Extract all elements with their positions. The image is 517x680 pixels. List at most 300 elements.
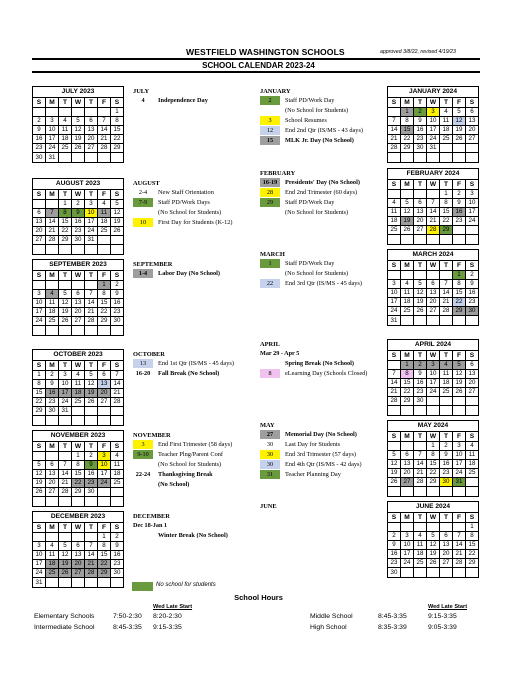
weekday-header: S — [388, 98, 401, 108]
approved-note: approved 3/8/22, revised 4/19/23 — [380, 49, 456, 55]
calendar-empty-cell — [388, 235, 401, 244]
calendar-day: 4 — [46, 542, 59, 551]
calendar-day: 31 — [59, 407, 72, 416]
calendar-day: 28 — [59, 488, 72, 497]
calendar-day: 5 — [401, 199, 414, 208]
calendar-empty-cell — [46, 578, 59, 587]
calendar-day: 2 — [414, 361, 427, 370]
calendar-empty-cell — [453, 523, 466, 532]
calendar-empty-cell — [46, 200, 59, 209]
event-row — [133, 530, 228, 540]
calendar-empty-cell — [414, 406, 427, 415]
calendar-day: 21 — [388, 135, 401, 144]
calendar-day: 15 — [427, 460, 440, 469]
calendar-day: 12 — [388, 460, 401, 469]
weekday-header: T — [414, 351, 427, 361]
event-date: 12 — [260, 126, 280, 135]
event-date: 22-24 — [135, 470, 151, 478]
school-time: 8:45-3:35 — [113, 624, 142, 631]
weekday-header: M — [401, 351, 414, 361]
weekday-header: S — [33, 98, 46, 108]
calendar-day: 18 — [440, 379, 453, 388]
calendar-day: 25 — [72, 398, 85, 407]
subtitle-rule — [32, 71, 480, 73]
weekday-header: M — [46, 442, 59, 452]
calendar-day: 18 — [98, 218, 111, 227]
calendar-day: 8 — [59, 209, 72, 218]
calendar-day: 6 — [33, 209, 46, 218]
weekday-header: F — [453, 432, 466, 442]
calendar-day: 23 — [453, 217, 466, 226]
calendar-day: 13 — [72, 299, 85, 308]
calendar-day: 8 — [72, 461, 85, 470]
event-text: End 2nd Trimester (60 days) — [285, 188, 358, 196]
event-date: 2 — [260, 96, 280, 105]
calendar-day: 19 — [414, 298, 427, 307]
calendar-day: 7 — [427, 199, 440, 208]
calendar-empty-cell — [46, 452, 59, 461]
calendar-empty-cell — [59, 452, 72, 461]
calendar-empty-cell — [33, 326, 46, 335]
calendar-day: 4 — [466, 442, 479, 451]
calendar-empty-cell — [46, 326, 59, 335]
calendar-empty-cell — [388, 487, 401, 496]
event-text: Staff PD/Work Days — [158, 198, 210, 206]
event-month-heading: OCTOBER — [133, 351, 165, 358]
weekday-header: M — [401, 98, 414, 108]
calendar-empty-cell — [427, 406, 440, 415]
calendar-day: 30 — [440, 478, 453, 487]
calendar-day: 20 — [401, 469, 414, 478]
calendar-day: 22 — [427, 469, 440, 478]
calendar-day: 22 — [72, 479, 85, 488]
calendar-day: 21 — [388, 388, 401, 397]
event-text: Memorial Day (No School) — [285, 430, 357, 438]
weekday-header: F — [453, 261, 466, 271]
calendar-day: 24 — [453, 469, 466, 478]
calendar-empty-cell — [98, 153, 111, 162]
event-date: 30 — [260, 460, 280, 469]
calendar-day: 12 — [111, 209, 124, 218]
calendar-day: 19 — [453, 379, 466, 388]
weekday-header: F — [453, 180, 466, 190]
calendar-day: 13 — [72, 551, 85, 560]
calendar-empty-cell — [466, 226, 479, 235]
calendar-day: 1 — [33, 371, 46, 380]
events-july — [133, 88, 208, 105]
calendar-day: 30 — [388, 568, 401, 577]
calendar-day: 2 — [388, 532, 401, 541]
event-text: (No School for Students) — [158, 208, 222, 216]
calendar-empty-cell — [85, 416, 98, 425]
calendar-day: 20 — [466, 379, 479, 388]
calendar-day: 18 — [72, 389, 85, 398]
calendar-day: 25 — [111, 479, 124, 488]
calendar-empty-cell — [59, 533, 72, 542]
calendar-day: 29 — [59, 236, 72, 245]
calendar-day: 17 — [59, 389, 72, 398]
event-row — [260, 115, 363, 125]
calendar-empty-cell — [440, 568, 453, 577]
calendar-empty-cell — [59, 578, 72, 587]
calendar-empty-cell — [401, 442, 414, 451]
calendar-day: 12 — [427, 541, 440, 550]
calendar-day: 28 — [388, 144, 401, 153]
weekday-header: W — [72, 442, 85, 452]
calendar-empty-cell — [72, 407, 85, 416]
event-row — [260, 125, 363, 135]
calendar-day: 29 — [72, 488, 85, 497]
calendar-day: 17 — [466, 208, 479, 217]
calendar-empty-cell — [85, 578, 98, 587]
events-august — [133, 180, 233, 227]
calendar-day: 8 — [401, 370, 414, 379]
calendar-empty-cell — [414, 568, 427, 577]
calendar-day: 10 — [453, 451, 466, 460]
calendar-day: 9 — [414, 117, 427, 126]
calendar-day: 9 — [414, 370, 427, 379]
month-calendar-february-2024 — [387, 168, 479, 245]
month-calendar-june-2024 — [387, 501, 479, 578]
calendar-empty-cell — [111, 416, 124, 425]
weekday-header: T — [59, 361, 72, 371]
calendar-day: 7 — [388, 370, 401, 379]
event-row — [133, 187, 233, 197]
calendar-day: 5 — [453, 361, 466, 370]
event-text: Teacher Plng/Parent Conf — [158, 450, 223, 458]
calendar-day: 25 — [440, 388, 453, 397]
calendar-day: 11 — [98, 209, 111, 218]
calendar-day: 31 — [427, 144, 440, 153]
calendar-day: 21 — [85, 560, 98, 569]
calendar-empty-cell — [388, 108, 401, 117]
month-header: JANUARY 2024 — [387, 86, 479, 97]
calendar-empty-cell — [440, 406, 453, 415]
events-october — [133, 351, 234, 378]
calendar-day: 28 — [111, 398, 124, 407]
event-text: Teacher Planning Day — [285, 470, 341, 478]
event-date: Dec 18-Jan 1 — [133, 521, 168, 529]
calendar-day: 11 — [401, 289, 414, 298]
calendar-day: 28 — [85, 569, 98, 578]
calendar-day: 8 — [33, 380, 46, 389]
calendar-day: 31 — [85, 236, 98, 245]
calendar-empty-cell — [98, 245, 111, 254]
weekday-header: W — [427, 513, 440, 523]
calendar-day: 20 — [46, 479, 59, 488]
calendar-day: 10 — [427, 370, 440, 379]
calendar-day: 3 — [85, 200, 98, 209]
calendar-day: 21 — [98, 135, 111, 144]
calendar-day: 25 — [46, 317, 59, 326]
calendar-day: 16 — [33, 135, 46, 144]
calendar-day: 9 — [72, 209, 85, 218]
calendar-day: 16 — [440, 460, 453, 469]
calendar-empty-cell — [85, 245, 98, 254]
calendar-day: 11 — [414, 541, 427, 550]
calendar-empty-cell — [427, 235, 440, 244]
weekday-header: M — [46, 523, 59, 533]
school-time: 8:35-3:39 — [378, 624, 407, 631]
weekday-header: F — [98, 271, 111, 281]
calendar-day: 30 — [111, 317, 124, 326]
school-name: High School — [310, 624, 347, 631]
event-date: 1 — [260, 259, 280, 268]
calendar-day: 11 — [466, 451, 479, 460]
event-text: End 2nd Qtr (IS/MS - 43 days) — [285, 126, 364, 134]
calendar-day: 24 — [33, 317, 46, 326]
calendar-empty-cell — [72, 281, 85, 290]
month-header: SEPTEMBER 2023 — [32, 259, 124, 270]
month-header: FEBRUARY 2024 — [387, 168, 479, 179]
calendar-empty-cell — [33, 452, 46, 461]
weekday-header: M — [401, 180, 414, 190]
calendar-day: 29 — [401, 397, 414, 406]
calendar-empty-cell — [440, 235, 453, 244]
calendar-empty-cell — [46, 533, 59, 542]
calendar-empty-cell — [466, 406, 479, 415]
calendar-empty-cell — [427, 487, 440, 496]
event-text: Last Day for Students — [285, 440, 341, 448]
calendar-day: 15 — [466, 541, 479, 550]
weekday-header: T — [440, 513, 453, 523]
calendar-empty-cell — [440, 523, 453, 532]
calendar-empty-cell — [85, 407, 98, 416]
event-row — [260, 429, 362, 439]
calendar-day: 6 — [466, 108, 479, 117]
calendar-day: 2 — [414, 108, 427, 117]
calendar-day: 5 — [388, 451, 401, 460]
calendar-day: 22 — [111, 135, 124, 144]
weekday-header: S — [111, 361, 124, 371]
events-december — [133, 513, 228, 540]
calendar-empty-cell — [59, 108, 72, 117]
month-header: AUGUST 2023 — [32, 178, 124, 189]
calendar-day: 14 — [388, 126, 401, 135]
calendar-day: 17 — [98, 470, 111, 479]
calendar-day: 7 — [388, 117, 401, 126]
calendar-day: 29 — [98, 569, 111, 578]
event-date: 7-9 — [133, 198, 153, 207]
calendar-day: 10 — [427, 117, 440, 126]
weekday-header: S — [466, 180, 479, 190]
month-calendar-october-2023 — [32, 349, 124, 426]
calendar-day: 29 — [427, 478, 440, 487]
calendar-day: 17 — [427, 126, 440, 135]
calendar-empty-cell — [401, 190, 414, 199]
calendar-empty-cell — [98, 488, 111, 497]
top-rule — [32, 58, 480, 60]
weekday-header: S — [466, 513, 479, 523]
event-text: School Resumes — [285, 116, 327, 124]
weekday-header: S — [466, 432, 479, 442]
calendar-empty-cell — [388, 271, 401, 280]
month-calendar-march-2024 — [387, 249, 479, 326]
calendar-empty-cell — [440, 271, 453, 280]
event-row — [260, 197, 360, 207]
weekday-header: S — [111, 442, 124, 452]
calendar-day: 22 — [466, 550, 479, 559]
calendar-day: 21 — [111, 389, 124, 398]
calendar-empty-cell — [98, 326, 111, 335]
calendar-empty-cell — [440, 487, 453, 496]
calendar-day: 26 — [59, 317, 72, 326]
calendar-day: 23 — [414, 388, 427, 397]
calendar-empty-cell — [414, 153, 427, 162]
calendar-empty-cell — [466, 487, 479, 496]
weekday-header: S — [33, 271, 46, 281]
calendar-empty-cell — [59, 281, 72, 290]
calendar-day: 8 — [401, 117, 414, 126]
weekday-header: T — [59, 523, 72, 533]
calendar-day: 11 — [46, 299, 59, 308]
calendar-day: 24 — [33, 569, 46, 578]
calendar-empty-cell — [401, 153, 414, 162]
calendar-day: 25 — [388, 226, 401, 235]
calendar-day: 10 — [98, 461, 111, 470]
events-may — [260, 422, 362, 479]
calendar-empty-cell — [388, 523, 401, 532]
event-date: 27 — [260, 430, 280, 439]
event-date: 15 — [260, 136, 280, 145]
calendar-empty-cell — [401, 568, 414, 577]
calendar-empty-cell — [98, 108, 111, 117]
event-month-heading: JANUARY — [260, 88, 291, 95]
event-row — [133, 217, 233, 227]
event-row — [133, 520, 228, 530]
event-month-heading: SEPTEMBER — [133, 261, 173, 268]
event-text: First Day for Students (K-12) — [158, 218, 233, 226]
calendar-day: 18 — [59, 135, 72, 144]
calendar-day: 19 — [59, 560, 72, 569]
calendar-day: 27 — [466, 388, 479, 397]
calendar-day: 24 — [85, 227, 98, 236]
calendar-day: 26 — [414, 307, 427, 316]
calendar-day: 30 — [33, 153, 46, 162]
calendar-day: 22 — [401, 388, 414, 397]
event-text: Staff PD/Work Day — [285, 259, 335, 267]
event-month-heading: APRIL — [260, 341, 280, 348]
calendar-day: 24 — [401, 559, 414, 568]
month-calendar-may-2024 — [387, 420, 479, 497]
weekday-header: M — [46, 190, 59, 200]
calendar-day: 3 — [33, 290, 46, 299]
calendar-day: 12 — [85, 380, 98, 389]
weekday-header: T — [85, 442, 98, 452]
calendar-empty-cell — [72, 245, 85, 254]
calendar-day: 25 — [414, 559, 427, 568]
weekday-header: S — [33, 361, 46, 371]
calendar-day: 3 — [427, 108, 440, 117]
event-text: (No School) — [158, 480, 190, 488]
calendar-empty-cell — [46, 108, 59, 117]
event-month-heading: NOVEMBER — [133, 432, 171, 439]
calendar-day: 15 — [111, 126, 124, 135]
calendar-day: 6 — [72, 290, 85, 299]
calendar-day: 21 — [59, 479, 72, 488]
calendar-day: 1 — [401, 361, 414, 370]
event-row — [133, 268, 220, 278]
calendar-day: 17 — [388, 298, 401, 307]
calendar-day: 21 — [85, 308, 98, 317]
weekday-header: M — [46, 98, 59, 108]
event-text: (No School for Students) — [285, 208, 349, 216]
calendar-day: 23 — [85, 479, 98, 488]
event-month-heading: MAY — [260, 422, 275, 429]
calendar-empty-cell — [111, 407, 124, 416]
calendar-empty-cell — [111, 497, 124, 506]
calendar-day: 13 — [85, 126, 98, 135]
calendar-empty-cell — [466, 316, 479, 325]
calendar-day: 16 — [72, 218, 85, 227]
event-date: 16-20 — [135, 369, 151, 377]
calendar-day: 3 — [453, 442, 466, 451]
calendar-day: 6 — [98, 371, 111, 380]
calendar-day: 28 — [440, 307, 453, 316]
calendar-day: 4 — [388, 199, 401, 208]
event-text: eLearning Day (Schools Closed) — [285, 369, 368, 377]
calendar-day: 16 — [414, 379, 427, 388]
event-row — [260, 105, 363, 115]
event-row — [260, 348, 367, 358]
calendar-day: 18 — [388, 217, 401, 226]
calendar-day: 30 — [414, 144, 427, 153]
calendar-day: 29 — [453, 307, 466, 316]
calendar-empty-cell — [388, 442, 401, 451]
calendar-day: 26 — [427, 559, 440, 568]
calendar-empty-cell — [453, 226, 466, 235]
calendar-day: 14 — [85, 551, 98, 560]
weekday-header: F — [98, 442, 111, 452]
month-header: DECEMBER 2023 — [32, 511, 124, 522]
calendar-day: 4 — [401, 280, 414, 289]
calendar-day: 23 — [111, 560, 124, 569]
calendar-day: 13 — [427, 289, 440, 298]
school-hours-title: School Hours — [234, 593, 283, 602]
school-late-time: 9:15-3:35 — [428, 613, 457, 620]
calendar-day: 2 — [72, 200, 85, 209]
calendar-subtitle: SCHOOL CALENDAR 2023-24 — [202, 61, 315, 70]
calendar-day: 30 — [414, 397, 427, 406]
weekday-header: S — [111, 98, 124, 108]
event-row — [133, 368, 234, 378]
event-text: (No School for Students) — [285, 106, 349, 114]
calendar-day: 27 — [33, 236, 46, 245]
calendar-day: 1 — [401, 108, 414, 117]
calendar-day: 29 — [440, 226, 453, 235]
calendar-day: 1 — [98, 281, 111, 290]
weekday-header: S — [33, 190, 46, 200]
calendar-day: 13 — [466, 370, 479, 379]
calendar-day: 12 — [414, 289, 427, 298]
school-name: Intermediate School — [34, 624, 95, 631]
events-june — [260, 503, 277, 510]
calendar-empty-cell — [453, 568, 466, 577]
calendar-empty-cell — [111, 153, 124, 162]
calendar-empty-cell — [453, 316, 466, 325]
calendar-day: 9 — [46, 380, 59, 389]
calendar-empty-cell — [401, 487, 414, 496]
calendar-empty-cell — [85, 326, 98, 335]
event-date: 28 — [260, 188, 280, 197]
calendar-day: 24 — [98, 479, 111, 488]
calendar-day: 1 — [98, 533, 111, 542]
calendar-day: 4 — [46, 290, 59, 299]
calendar-day: 7 — [440, 280, 453, 289]
weekday-header: S — [111, 190, 124, 200]
calendar-empty-cell — [414, 271, 427, 280]
calendar-empty-cell — [111, 245, 124, 254]
